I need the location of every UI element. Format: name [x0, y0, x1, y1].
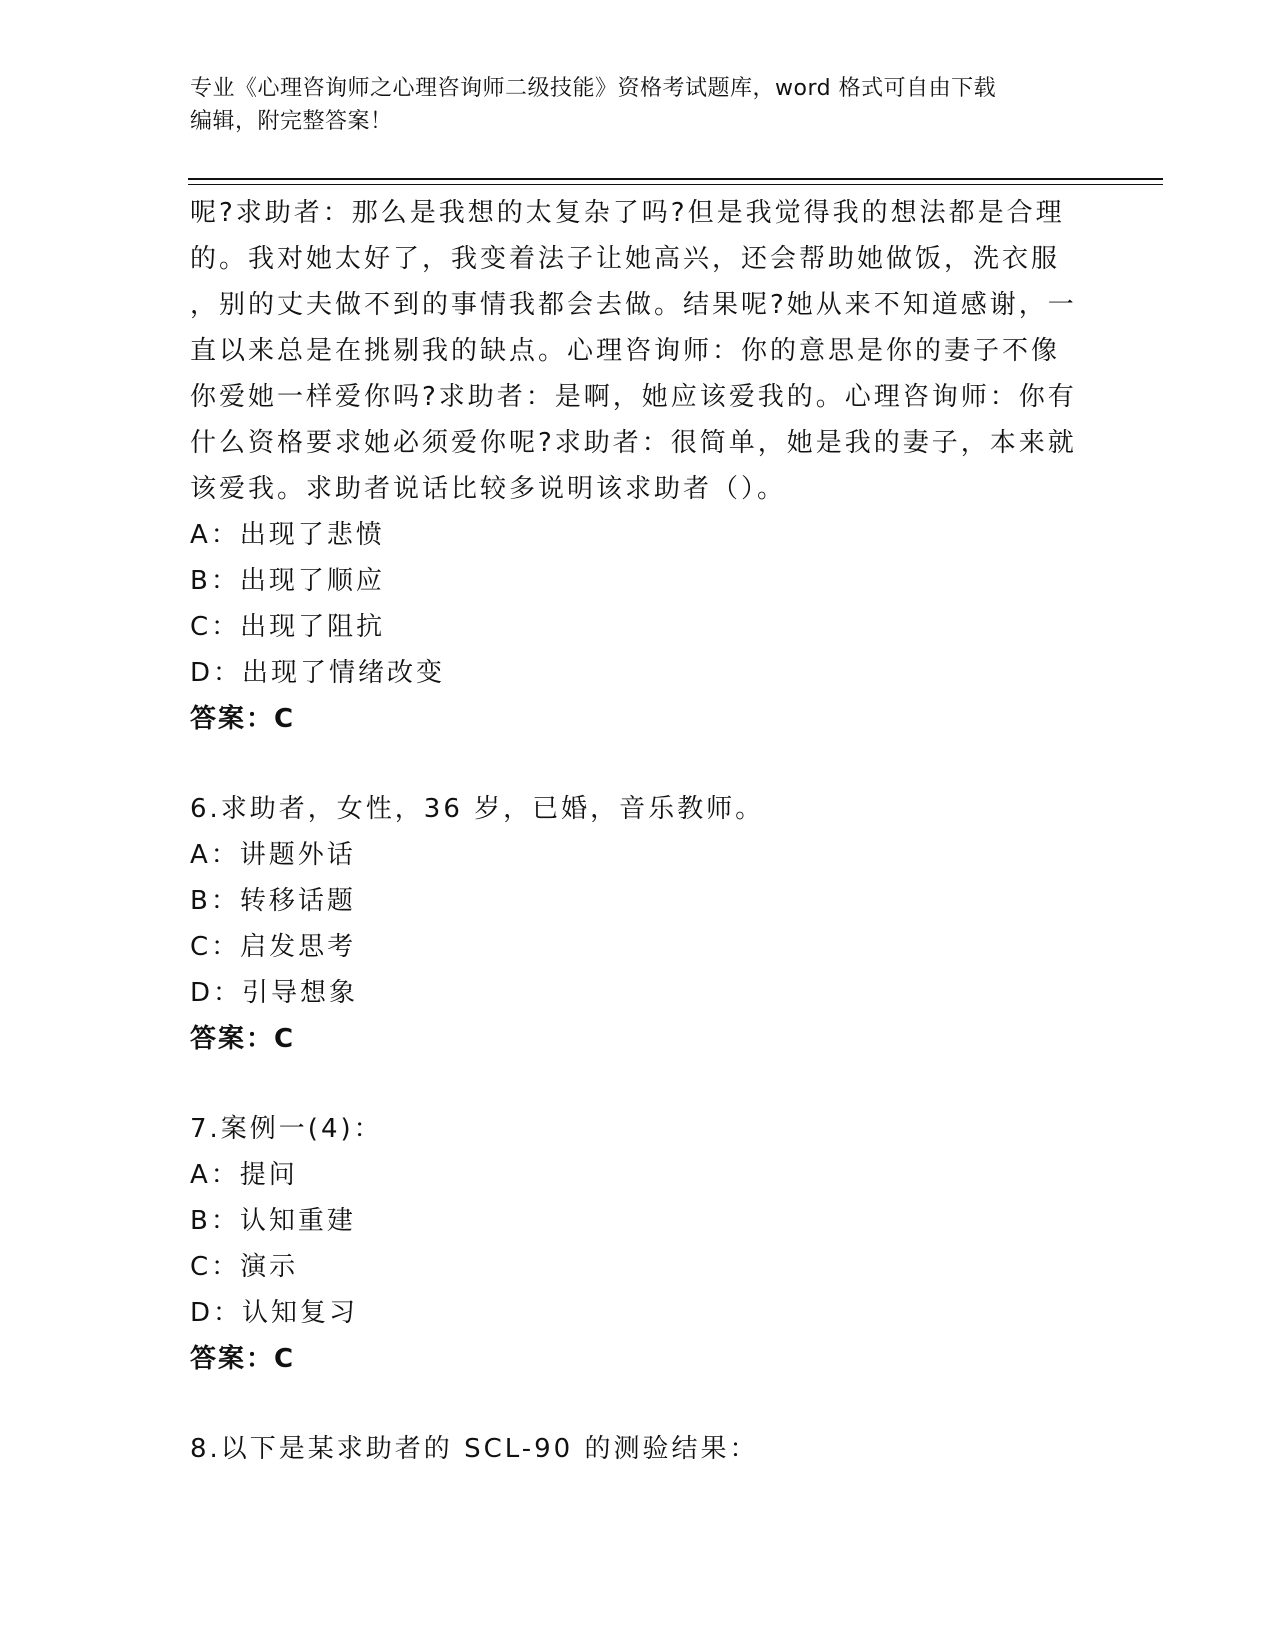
answer-label: 答案：C [190, 1344, 296, 1374]
question-stem-line: 你爱她一样爱你吗?求助者：是啊，她应该爱我的。心理咨询师：你有 [190, 382, 1077, 412]
question-7 [190, 1106, 1090, 1382]
question-stem-line: ，别的丈夫做不到的事情我都会去做。结果呢?她从来不知道感谢，一 [190, 290, 1077, 320]
option-d: D：认知复习 [190, 1298, 359, 1328]
answer-label: 答案：C [190, 1024, 296, 1054]
question-content [190, 190, 1090, 1472]
option-c: C：演示 [190, 1252, 299, 1282]
option-d: D：出现了情绪改变 [190, 658, 446, 688]
header-line-1: 专业《心理咨询师之心理咨询师二级技能》资格考试题库，word 格式可自由下载 [190, 76, 997, 101]
question-stem: 8.以下是某求助者的 SCL-90 的测验结果： [190, 1434, 759, 1464]
question-stem-line: 什么资格要求她必须爱你呢?求助者：很简单，她是我的妻子，本来就 [190, 428, 1077, 458]
option-b: B：转移话题 [190, 886, 356, 916]
question-stem-line: 该爱我。求助者说话比较多说明该求助者（）。 [190, 474, 787, 504]
option-a: A：出现了悲愤 [190, 520, 385, 550]
question-stem: 6.求助者，女性，36 岁，已婚，音乐教师。 [190, 794, 765, 824]
question-stem-line: 的。我对她太好了，我变着法子让她高兴，还会帮助她做饭，洗衣服 [190, 244, 1061, 274]
question-6 [190, 786, 1090, 1062]
spacer [190, 742, 1090, 786]
spacer [190, 1382, 1090, 1426]
option-c: C：出现了阻抗 [190, 612, 386, 642]
question-stem-line: 直以来总是在挑剔我的缺点。心理咨询师：你的意思是你的妻子不像 [190, 336, 1061, 366]
option-c: C：启发思考 [190, 932, 357, 962]
option-b: B：出现了顺应 [190, 566, 385, 596]
option-d: D：引导想象 [190, 978, 359, 1008]
question-stem-line: 呢?求助者：那么是我想的太复杂了吗?但是我觉得我的想法都是合理 [190, 198, 1065, 228]
spacer [190, 1062, 1090, 1106]
option-a: A：讲题外话 [190, 840, 356, 870]
header-line-2: 编辑，附完整答案！ [190, 109, 393, 134]
document-header [190, 72, 1090, 138]
question-8 [190, 1426, 1090, 1472]
option-a: A：提问 [190, 1160, 298, 1190]
option-b: B：认知重建 [190, 1206, 356, 1236]
question-5 [190, 190, 1090, 742]
header-divider-thin [188, 184, 1163, 185]
question-stem: 7.案例一(4)： [190, 1114, 383, 1144]
answer-label: 答案：C [190, 704, 296, 734]
header-divider-thick [188, 178, 1163, 180]
